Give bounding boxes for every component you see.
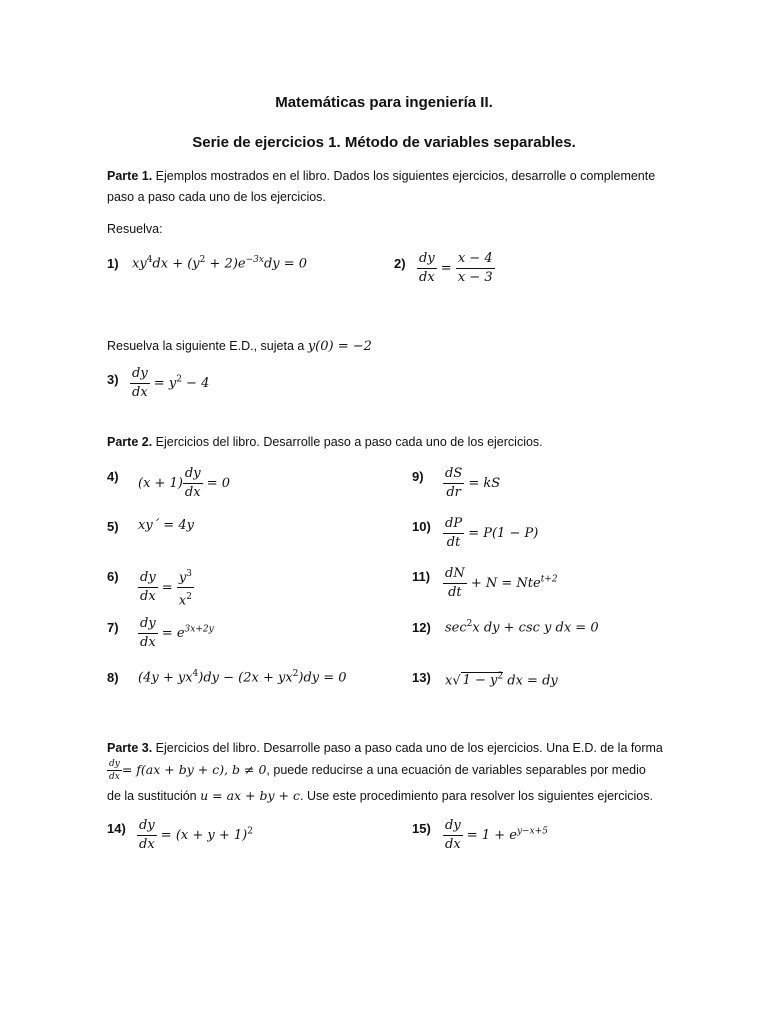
exercise-number: 11) [412, 569, 431, 584]
exercise-number: 12) [412, 620, 431, 635]
initial-condition: y(0) = −2 [307, 339, 372, 354]
ivp-text: Resuelva la siguiente E.D., sujeta a [107, 339, 308, 353]
exercise-7-equation: $\frac{dy}{dx}$ = $e^{3x+2y}$ [140, 616, 214, 650]
exercise-number: 6) [107, 569, 119, 584]
exercise-2-equation: $\frac{dy}{dx}$ = $\frac{x - 4}{x - 3}$ [419, 251, 493, 285]
exercise-number: 4) [107, 469, 119, 484]
exercise-14-equation: $\frac{dy}{dx}$ = $(x + y + 1)^2$ [139, 818, 253, 852]
exercise-4-equation: (x + 1) $\frac{dy}{dx}$ = 0 [138, 466, 231, 500]
parte3-label: Parte 3. [107, 741, 153, 755]
exercise-number: 8) [107, 670, 119, 685]
parte2-intro [107, 432, 543, 453]
exercise-8-equation: $(4y + yx^4)dy - (2x + yx^2)dy = 0$ [138, 669, 347, 686]
substitution-equation: u = ax + by + c [200, 788, 300, 803]
parte3-line3 [107, 785, 653, 807]
exercise-9-equation: $\frac{dS}{dr}$ = kS [445, 466, 501, 500]
parte3-line3-text-a: de la sustitución [107, 789, 201, 803]
exercise-number: 3) [107, 372, 119, 387]
ivp-instruction [107, 336, 372, 357]
resuelva-label: Resuelva: [107, 222, 163, 236]
exercise-15-equation: $\frac{dy}{dx}$ = $1 + e^{y-x+5}$ [445, 818, 548, 852]
exercise-10-equation: $\frac{dP}{dt}$ = P(1 − P) [445, 516, 539, 550]
parte3-line2-text: , puede reducirse a una ecuación de variables separables por medio [266, 763, 646, 777]
parte3-line3-text-b: . Use este procedimiento para resolver los siguientes ejercicios. [300, 789, 653, 803]
exercise-12-equation: $\sec^2x$ dy + csc y dx = 0 [445, 619, 599, 636]
parte1-text-line2: paso a paso cada uno de los ejercicios. [107, 190, 326, 204]
exercise-number: 15) [412, 821, 431, 836]
exercise-number: 10) [412, 519, 431, 534]
parte3-intro [107, 738, 663, 759]
page-title: Matemáticas para ingeniería II. [275, 94, 493, 111]
exercise-5-equation: xy´ = 4y [138, 518, 194, 533]
exercise-number: 13) [412, 670, 431, 685]
exercise-number: 2) [394, 256, 406, 271]
parte1-text: Ejemplos mostrados en el libro. Dados los siguientes ejercicios, desarrolle o complemente [152, 169, 656, 183]
exercise-11-equation: $\frac{dN}{dt}$ + N = Nte$^{t+2}$ [445, 566, 558, 600]
page-subtitle: Serie de ejercicios 1. Método de variables separables. [192, 134, 576, 151]
parte3-text: Ejercicios del libro. Desarrolle paso a paso cada uno de los ejercicios. Una E.D. de la forma [152, 741, 663, 755]
exercise-number: 9) [412, 469, 424, 484]
parte1-label: Parte 1. [107, 169, 153, 183]
parte1-intro [107, 166, 655, 187]
exercise-number: 7) [107, 620, 119, 635]
parte3-line2: $\frac{dy}{dx}$ = f(ax + by + c), b ≠ 0, puede reducirse a una ecuación de variables separables por medio [109, 759, 646, 783]
exercise-number: 1) [107, 256, 119, 271]
exercise-number: 5) [107, 519, 119, 534]
exercise-1-equation: $xy^4dx + (y^2 + 2)e^{-3x}dy = 0$ [132, 255, 308, 272]
exercise-13-equation: x√ $1 - y^2$ dx = dy [445, 672, 558, 689]
exercise-3-equation: $\frac{dy}{dx}$ = $y^2 - 4$ [132, 366, 210, 400]
parte2-text: Ejercicios del libro. Desarrolle paso a paso cada uno de los ejercicios. [152, 435, 543, 449]
form-equation: = f(ax + by + c), b ≠ 0 [121, 762, 267, 777]
parte2-label: Parte 2. [107, 435, 153, 449]
exercise-number: 14) [107, 821, 126, 836]
exercise-6-equation: $\frac{dy}{dx}$ = $\frac{y^3}{x^2}$ [138, 566, 194, 610]
